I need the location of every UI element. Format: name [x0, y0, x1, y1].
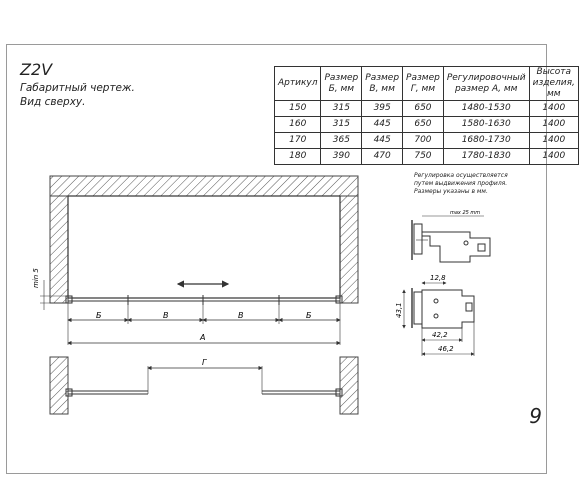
profile-detail-sizes: [395, 274, 474, 356]
header-size-b: Размер Б, мм: [321, 67, 362, 101]
dim-43-1-label: 43,1: [395, 302, 403, 318]
wall-left: [50, 196, 68, 303]
table-cell: 700: [403, 133, 444, 149]
dim-12-8-label: 12,8: [430, 274, 446, 282]
subtitle-drawing: Габаритный чертеж.: [20, 82, 135, 94]
dim-46-2-label: 46,2: [438, 345, 454, 353]
table-cell: 160: [275, 117, 321, 133]
header-article: Артикул: [275, 67, 321, 101]
bath-outline: [68, 196, 340, 298]
note-profile: путем выдвижения профиля.: [414, 180, 508, 187]
table-cell: 650: [403, 117, 444, 133]
note-adjustment: Регулировка осуществляется: [414, 172, 508, 179]
table-cell: 1680-1730: [443, 133, 529, 149]
table-cell: 1480-1530: [443, 101, 529, 117]
header-size-v: Размер В, мм: [362, 67, 403, 101]
dim-max25-label: max 25 mm: [450, 210, 481, 216]
table-cell: 395: [362, 101, 403, 117]
table-cell: 365: [321, 133, 362, 149]
wall-top: [50, 176, 358, 196]
table-cell: 315: [321, 101, 362, 117]
dim-b-left-label: Б: [96, 311, 102, 320]
table-cell: 445: [362, 133, 403, 149]
table-cell: 1400: [529, 117, 578, 133]
dim-42-2-label: 42,2: [432, 331, 448, 339]
profile-slot: [466, 303, 472, 311]
dim-min5-label: min 5: [32, 268, 40, 288]
sliding-profile: [422, 232, 490, 262]
header-size-g: Размер Г, мм: [403, 67, 444, 101]
plan-view-open: [50, 357, 358, 414]
header-height: Высота изделия, мм: [529, 67, 578, 101]
wall-right-open: [340, 357, 358, 414]
table-cell: 650: [403, 101, 444, 117]
plan-view: [32, 176, 358, 345]
dim-v-left-label: В: [163, 311, 169, 320]
dim-v-right-label: В: [238, 311, 244, 320]
profile-slot: [478, 244, 485, 251]
table-cell: 1400: [529, 149, 578, 165]
screw-head: [434, 299, 438, 303]
wall-profile: [414, 292, 422, 324]
dim-a-label: А: [200, 333, 206, 342]
table-cell: 150: [275, 101, 321, 117]
note-units: Размеры указаны в мм.: [414, 188, 488, 195]
table-cell: 315: [321, 117, 362, 133]
table-cell: 750: [403, 149, 444, 165]
table-cell: 445: [362, 117, 403, 133]
header-size-a: Регулировочный размер А, мм: [443, 67, 529, 101]
profile-detail-adjust: [412, 210, 490, 262]
subtitle-view: Вид сверху.: [20, 96, 86, 108]
wall-left-open: [50, 357, 68, 414]
table-cell: 1400: [529, 101, 578, 117]
wall-right: [340, 196, 358, 303]
table-cell: 1780-1830: [443, 149, 529, 165]
dim-g-label: Г: [202, 358, 207, 367]
wall-profile: [414, 224, 422, 254]
table-cell: 390: [321, 149, 362, 165]
table-cell: 1580-1630: [443, 117, 529, 133]
table-cell: 180: [275, 149, 321, 165]
screw-head: [464, 241, 468, 245]
table-cell: 1400: [529, 133, 578, 149]
screw-head: [434, 314, 438, 318]
dim-b-right-label: Б: [306, 311, 312, 320]
table-cell: 470: [362, 149, 403, 165]
model-title: Z2V: [20, 60, 53, 79]
page-number: 9: [529, 404, 542, 428]
table-cell: 170: [275, 133, 321, 149]
